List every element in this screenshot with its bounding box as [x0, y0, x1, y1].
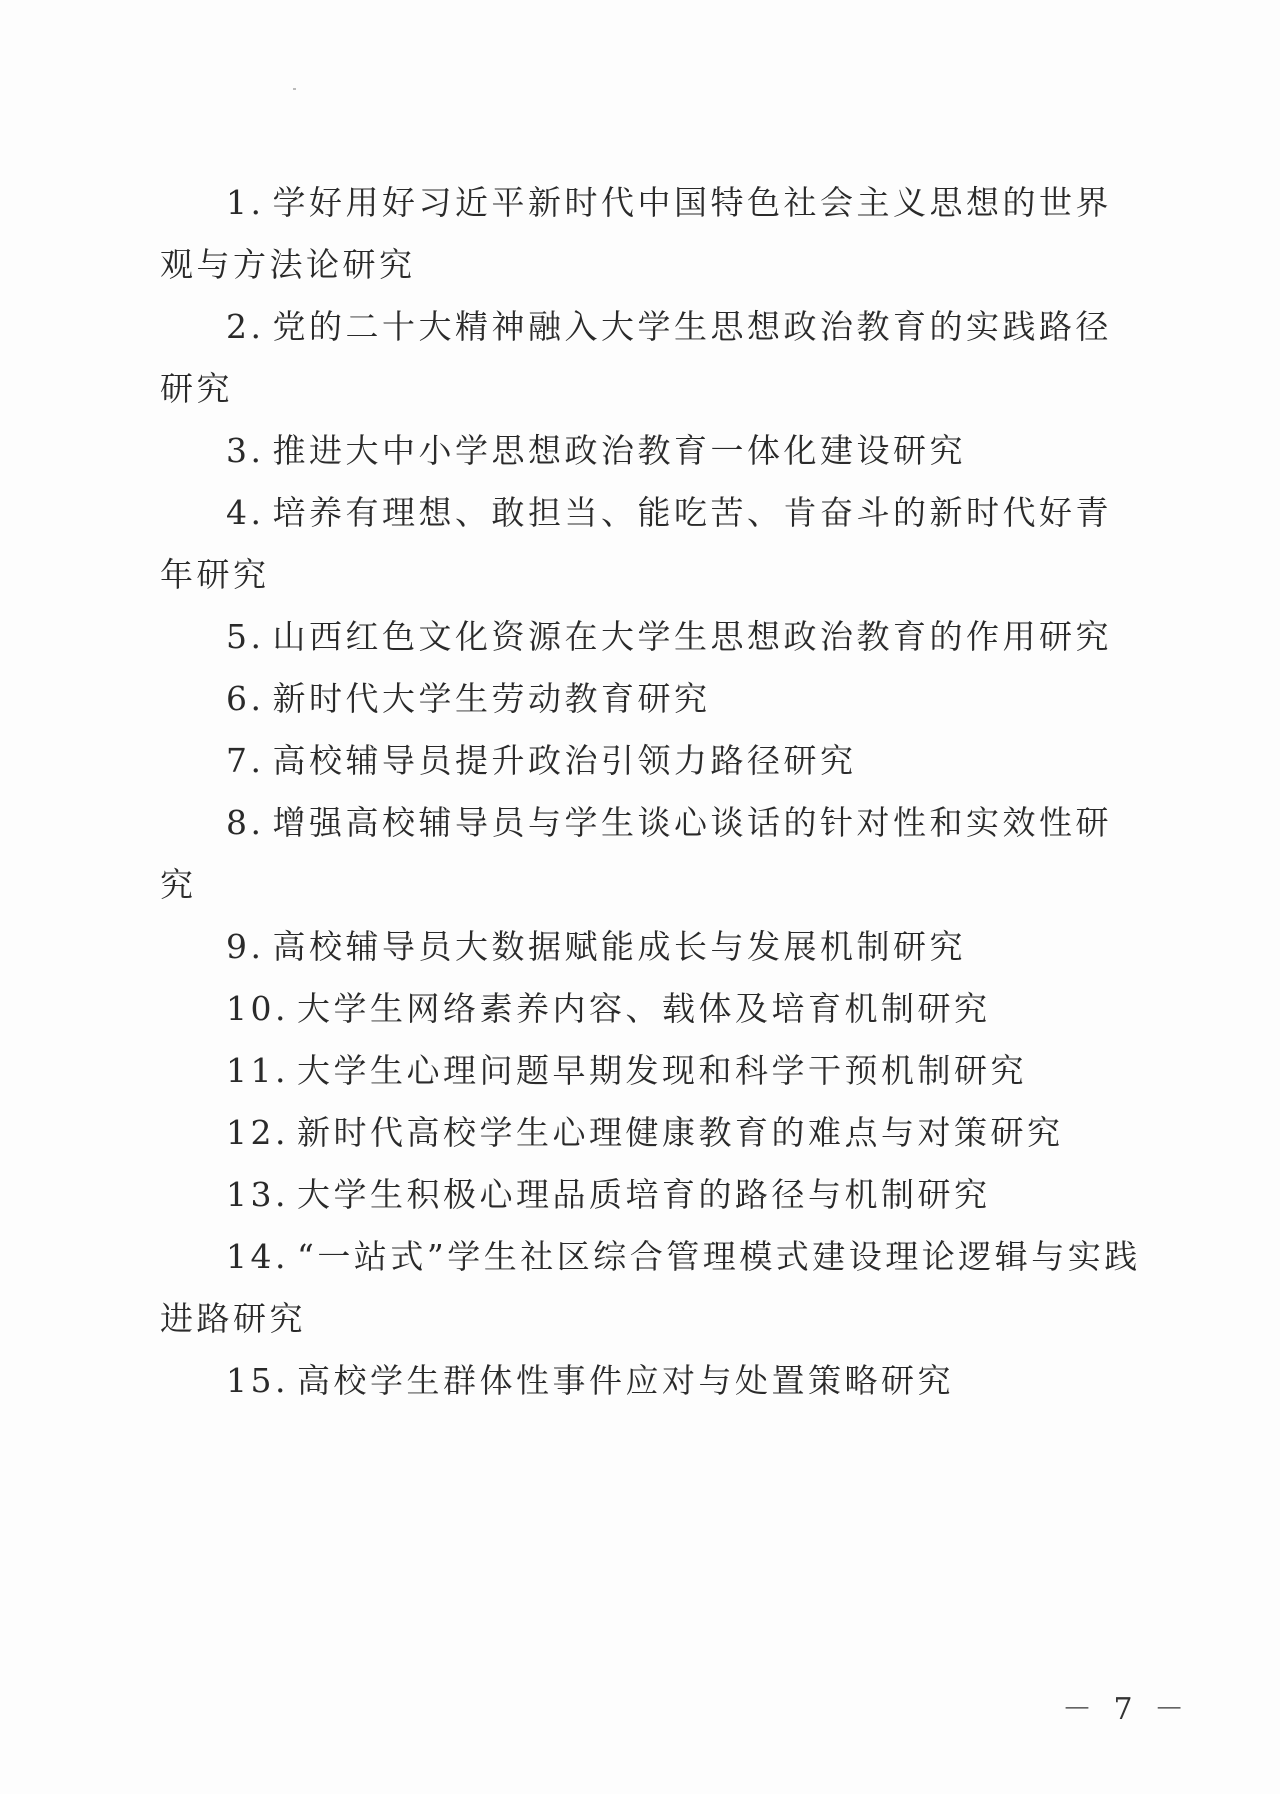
topic-item	[160, 1040, 1145, 1102]
topic-item	[160, 792, 1145, 916]
topic-number: 3.	[226, 431, 265, 470]
topic-number: 14.	[226, 1237, 289, 1276]
topic-text: 党的二十大精神融入大学生思想政治教育的实践路径研究	[160, 307, 1112, 408]
topic-text: 新时代大学生劳动教育研究	[272, 679, 711, 718]
topic-item	[160, 1350, 1145, 1412]
topic-number: 12.	[226, 1113, 289, 1152]
topic-item	[160, 420, 1145, 482]
topic-item	[160, 606, 1145, 668]
topic-number: 9.	[226, 927, 265, 966]
topic-number: 2.	[226, 307, 265, 346]
page-number: － 7 －	[1062, 1692, 1191, 1727]
topic-text: 增强高校辅导员与学生谈心谈话的针对性和实效性研究	[160, 803, 1112, 904]
topic-number: 7.	[226, 741, 265, 780]
topic-text: 新时代高校学生心理健康教育的难点与对策研究	[296, 1113, 1064, 1152]
topic-text: 大学生网络素养内容、载体及培育机制研究	[296, 989, 991, 1028]
topic-item	[160, 172, 1145, 296]
topic-text: 大学生心理问题早期发现和科学干预机制研究	[296, 1051, 1027, 1090]
topic-item	[160, 978, 1145, 1040]
topic-item	[160, 1102, 1145, 1164]
topic-item	[160, 296, 1145, 420]
topic-item	[160, 668, 1145, 730]
research-topic-list	[160, 172, 1145, 1412]
topic-text: 高校辅导员提升政治引领力路径研究	[272, 741, 857, 780]
topic-number: 15.	[226, 1361, 289, 1400]
topic-number: 1.	[226, 183, 265, 222]
topic-number: 5.	[226, 617, 265, 656]
topic-item	[160, 916, 1145, 978]
topic-item	[160, 730, 1145, 792]
topic-text: 推进大中小学思想政治教育一体化建设研究	[272, 431, 966, 470]
topic-text: 培养有理想、敢担当、能吃苦、肯奋斗的新时代好青年研究	[160, 493, 1112, 594]
topic-number: 13.	[226, 1175, 289, 1214]
topic-text: 学好用好习近平新时代中国特色社会主义思想的世界观与方法论研究	[160, 183, 1112, 284]
topic-text: 高校学生群体性事件应对与处置策略研究	[296, 1361, 954, 1400]
topic-item	[160, 482, 1145, 606]
topic-text: 高校辅导员大数据赋能成长与发展机制研究	[272, 927, 966, 966]
topic-text: 大学生积极心理品质培育的路径与机制研究	[296, 1175, 991, 1214]
topic-text: “一站式”学生社区综合管理模式建设理论逻辑与实践进路研究	[160, 1237, 1141, 1338]
topic-number: 6.	[226, 679, 265, 718]
topic-text: 山西红色文化资源在大学生思想政治教育的作用研究	[272, 617, 1112, 656]
topic-number: 11.	[226, 1051, 289, 1090]
topic-number: 8.	[226, 803, 265, 842]
topic-number: 4.	[226, 493, 265, 532]
topic-item	[160, 1164, 1145, 1226]
topic-number: 10.	[226, 989, 289, 1028]
scan-speck	[293, 88, 296, 90]
topic-item	[160, 1226, 1145, 1350]
